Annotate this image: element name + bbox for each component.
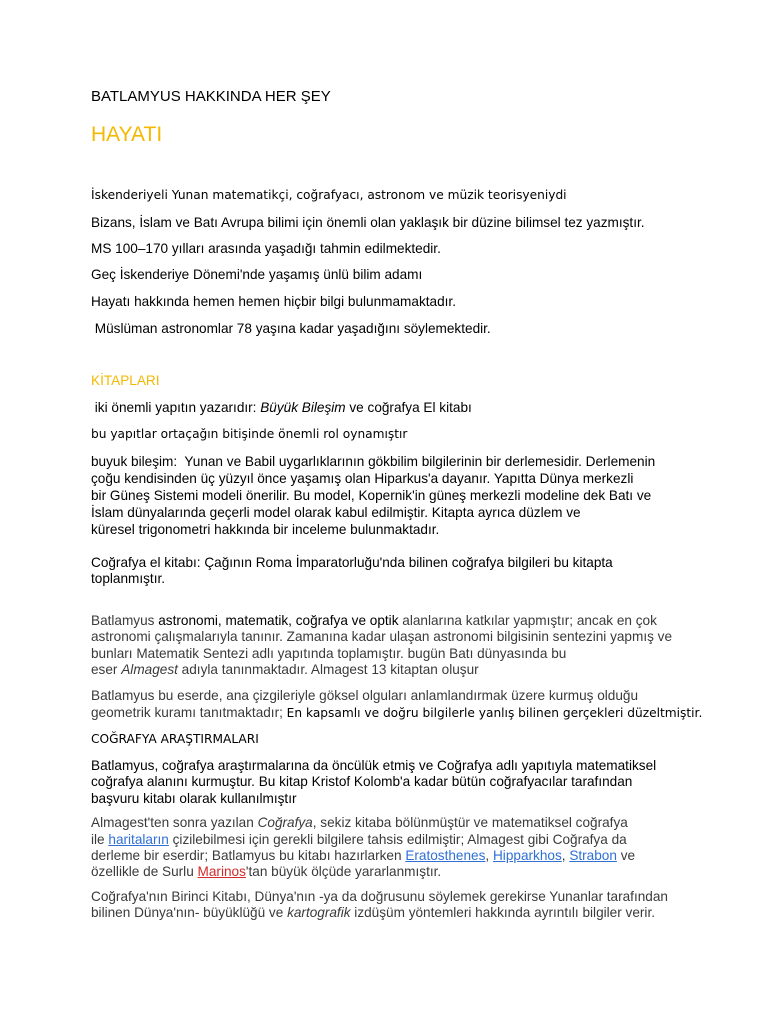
contrib-text-a: Batlamyus (91, 613, 159, 628)
role-line: bu yapıtlar ortaçağın bitişinde önemli rol oynamıştır (91, 427, 408, 441)
alm-sep-1: , (485, 848, 493, 863)
contrib-text-c: alanlarına katkılar yapmıştır; ancak en çok (398, 613, 657, 628)
contrib-l4-b: adıyla tanınmaktadır. Almagest 13 kitaptan oluşur (177, 662, 479, 677)
alm-line-1 (91, 814, 628, 831)
book1-line-2 (91, 904, 655, 921)
buyuk-line-5: küresel trigonometri hakkında bir inceleme bulunmaktadır. (91, 522, 440, 537)
book1-l2-a: bilinen Dünya'nın- büyüklüğü ve (91, 905, 288, 920)
buyuk-line-3: bir Güneş Sistemi modeli önerilir. Bu model, Kopernik'in güneş merkezli modeline dek Batı ve (91, 488, 652, 503)
contrib-l4-a: eser (91, 662, 122, 677)
buyuk-line-2: çoğu kendisinden üç yüzyıl önce yaşamış olan Hiparkus'a dayanır. Yapıtta Dünya merkezli (91, 471, 634, 486)
life-line-2: Bizans, İslam ve Batı Avrupa bilimi için önemli olan yaklaşık bir düzine bilimsel tez yazmıştır. (91, 215, 645, 230)
geo-intro-line-3: başvuru kitabı olarak kullanılmıştır (91, 791, 297, 806)
geo-intro-line-1: Batlamyus, coğrafya araştırmalarına da öncülük etmiş ve Coğrafya adlı yapıtıyla matematiksel (91, 758, 657, 773)
life-line-6: Müslüman astronomlar 78 yaşına kadar yaşadığını söylemektedir. (91, 321, 491, 336)
contrib-line-2: astronomi çalışmalarıyla tanınır. Zamanına kadar ulaşan astronomi bilgisinin sentezini yapmış ve (91, 629, 673, 644)
life-line-3: MS 100–170 yılları arasında yaşadığı tahmin edilmektedir. (91, 241, 441, 256)
contrib-line-3: bunları Matematik Sentezi adlı yapıtında toplamıştır. bugün Batı dünyasında bu (91, 646, 567, 661)
buyuk-line-1: buyuk bileşim: Yunan ve Babil uygarlıklarının gökbilim bilgilerinin bir derlemesidir. Derlemenin (91, 454, 656, 469)
contrib-line-1 (91, 612, 657, 629)
heading-hayati: HAYATI (91, 123, 163, 146)
contrib-fields: astronomi, matematik, coğrafya ve optik (158, 613, 399, 628)
kartografik-italic: kartografik (287, 905, 351, 920)
heading-cografya: COĞRAFYA ARAŞTIRMALARI (91, 732, 259, 746)
link-eratosthenes[interactable]: Eratosthenes (405, 848, 486, 863)
document-title: BATLAMYUS HAKKINDA HER ŞEY (91, 88, 331, 105)
alm-sep-2: , (561, 848, 570, 863)
works-post: ve coğrafya El kitabı (345, 400, 472, 415)
link-haritalarin[interactable]: haritaların (108, 832, 169, 847)
link-strabon[interactable]: Strabon (569, 848, 617, 863)
alm-l1-a: Almagest'ten sonra yazılan (91, 815, 258, 830)
alm-l4-b: 'tan büyük ölçüde yararlanmıştır. (245, 864, 442, 879)
alm-l2-a: ile (91, 832, 109, 847)
link-marinos[interactable]: Marinos (197, 864, 246, 879)
cografya-line-1: Coğrafya el kitabı: Çağının Roma İmparatorluğu'nda bilinen coğrafya bilgileri bu kitapta (91, 555, 613, 570)
eser-line-2 (91, 704, 702, 722)
book1-l2-b: izdüşüm yöntemleri hakkında ayrıntılı bilgiler verir. (350, 905, 656, 920)
eser-line-1: Batlamyus bu eserde, ana çizgileriyle göksel olguları anlamlandırmak üzere kurmuş olduğu (91, 688, 639, 703)
alm-l4-a: özellikle de Surlu (91, 864, 198, 879)
alm-line-3 (91, 847, 635, 864)
life-line-1: İskenderiyeli Yunan matematikçi, coğrafyacı, astronom ve müzik teorisyeniydi (91, 188, 567, 202)
link-hipparkhos[interactable]: Hipparkhos (492, 848, 562, 863)
alm-line-4 (91, 863, 441, 880)
geo-intro-line-2: coğrafya alanını kurmuştur. Bu kitap Kristof Kolomb'a kadar bütün coğrafyacılar tarafından (91, 774, 633, 789)
alm-l2-b: çizilebilmesi için gerekli bilgilere tahsis edilmiştir; Almagest gibi Coğrafya da (168, 832, 627, 847)
alm-l3-b: ve (616, 848, 636, 863)
eser-l2-a: geometrik kuramı tanıtmaktadır; (91, 705, 287, 720)
life-line-5: Hayatı hakkında hemen hemen hiçbir bilgi bulunmamaktadır. (91, 294, 456, 309)
works-line (91, 399, 472, 416)
cografya-line-2: toplanmıştır. (91, 571, 166, 586)
book1-line-1: Coğrafya'nın Birinci Kitabı, Dünya'nın -ya da doğrusunu söylemek gerekirse Yunanlar tarafından (91, 889, 668, 904)
eser-l2-b: En kapsamlı ve doğru bilgilerle yanlış bilinen gerçekleri düzeltmiştir. (286, 706, 703, 720)
cografya-italic: Coğrafya (257, 815, 313, 830)
contrib-line-4 (91, 661, 479, 678)
works-italic: Büyük Bileşim (260, 400, 346, 415)
works-pre: iki önemli yapıtın yazarıdır: (91, 400, 261, 415)
alm-l1-b: , sekiz kitaba bölünmüştür ve matematiksel coğrafya (312, 815, 628, 830)
almagest-italic: Almagest (121, 662, 178, 677)
buyuk-line-4: İslam dünyalarında geçerli model olarak kabul edilmiştir. Kitapta ayrıca düzlem ve (91, 505, 581, 520)
heading-kitaplari: KİTAPLARI (91, 373, 160, 388)
alm-line-2 (91, 831, 627, 848)
life-line-4: Geç İskenderiye Dönemi'nde yaşamış ünlü bilim adamı (91, 267, 423, 282)
alm-l3-a: derleme bir eserdir; Batlamyus bu kitabı hazırlarken (91, 848, 406, 863)
